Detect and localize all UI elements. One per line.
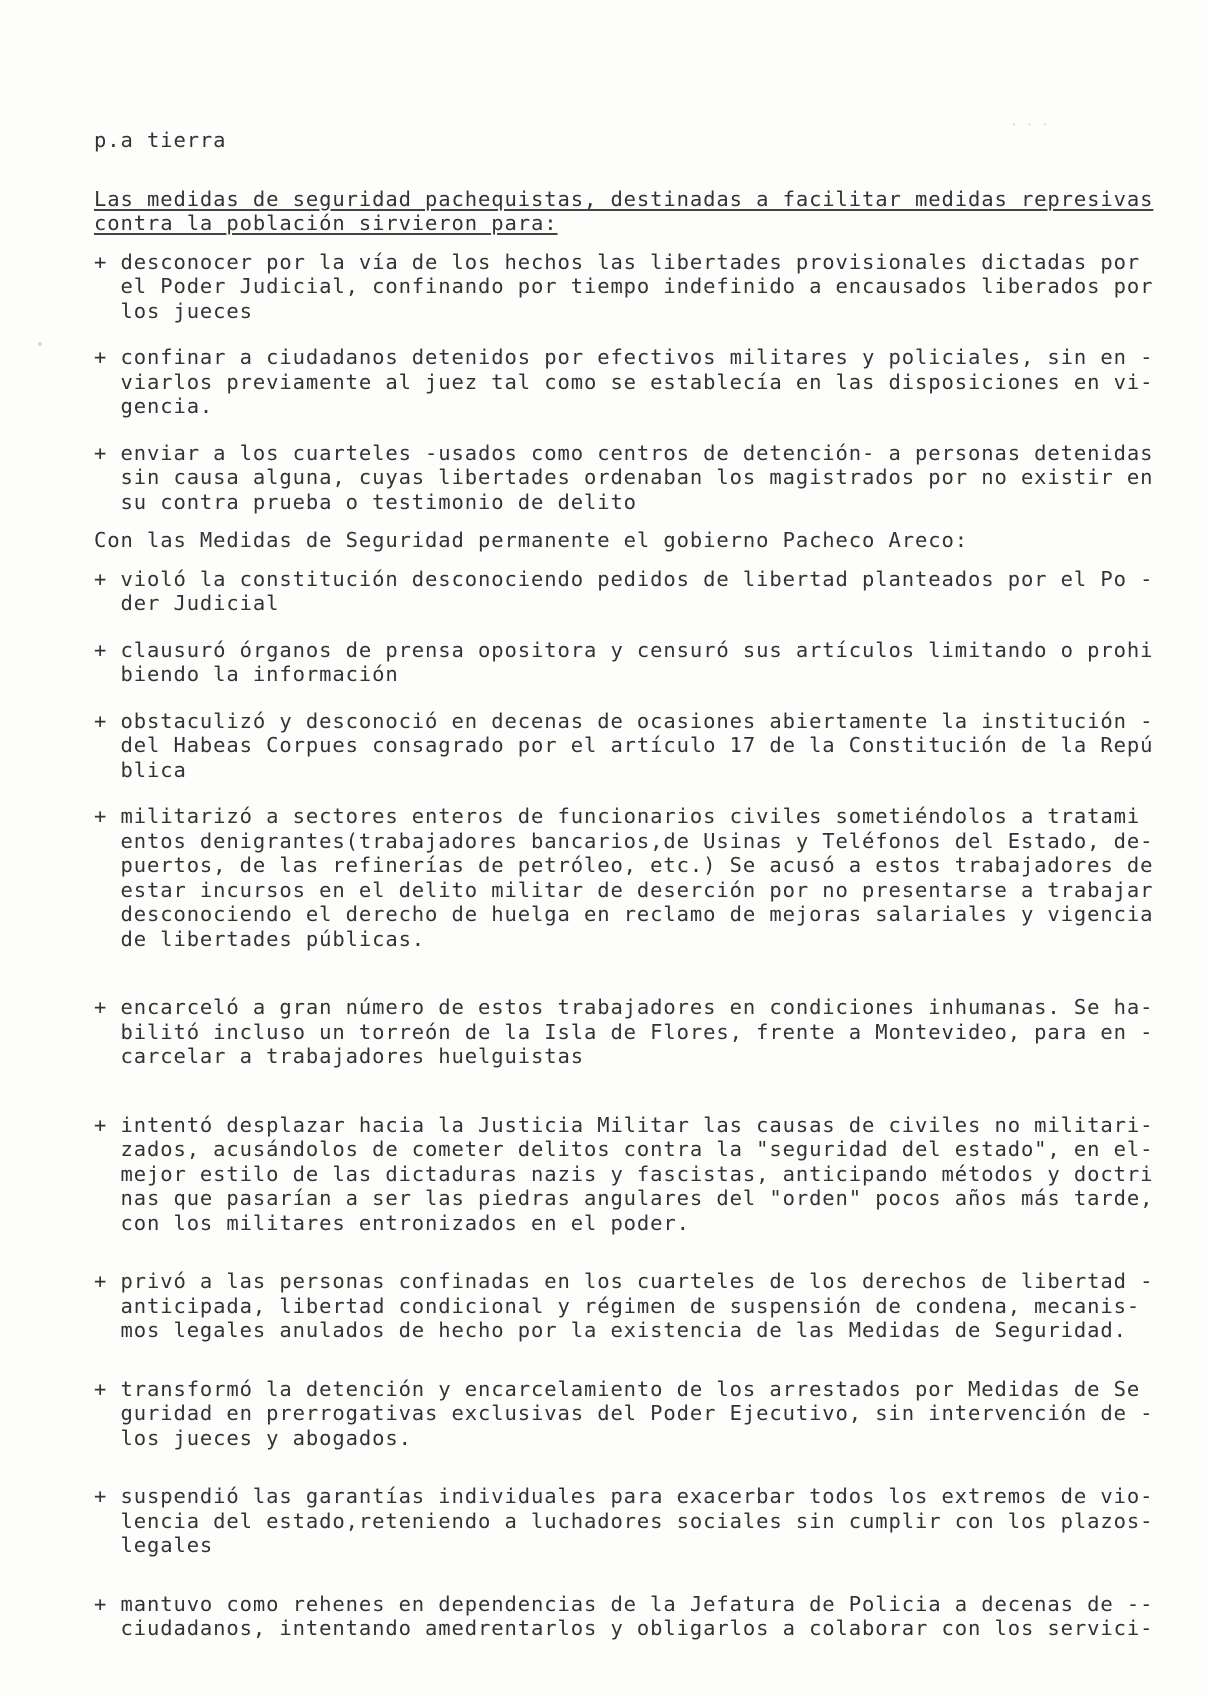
list-b-item-2-line-1: + clausuró órganos de prensa opositora y censuró sus artículos limitando o prohi xyxy=(94,637,1154,662)
list-b-item-1-line-2: der Judicial xyxy=(94,591,280,615)
list-b-item-4-line-3: puertos, de las refinerías de petróleo, etc.) Se acusó a estos trabajadores de xyxy=(94,853,1154,877)
list-b-item-2 xyxy=(94,637,1154,687)
list-b-item-9-line-2: lencia del estado,reteniendo a luchadores sociales sin cumplir con los plazos- xyxy=(94,1508,1154,1533)
list-b-item-5-line-2: bilitó incluso un torreón de la Isla de Flores, frente a Montevideo, para en - xyxy=(94,1019,1154,1044)
list-b-item-4-line-1: + militarizó a sectores enteros de funcionarios civiles sometiéndolos a tratami xyxy=(94,804,1141,828)
list-b-item-4 xyxy=(94,804,1154,951)
paper-smudge: · · · xyxy=(1010,118,1050,133)
list-b-item-4-line-5: desconociendo el derecho de huelga en reclamo de mejoras salariales y vigencia xyxy=(94,902,1154,926)
list-a-item-3-line-3: su contra prueba o testimonio de delito xyxy=(94,489,637,514)
list-b-item-8 xyxy=(94,1376,1154,1451)
list-b-item-4-line-6: de libertades públicas. xyxy=(94,926,426,951)
list-b xyxy=(94,553,1154,1641)
list-b-item-6-line-5: con los militares entronizados en el poder. xyxy=(94,1210,690,1235)
list-b-item-8-line-1: + transformó la detención y encarcelamiento de los arrestados por Medidas de Se xyxy=(94,1376,1141,1401)
list-b-item-6 xyxy=(94,1112,1154,1236)
list-b-item-3 xyxy=(94,708,1154,783)
list-b-item-6-line-3: mejor estilo de las dictaduras nazis y fascistas, anticipando métodos y doctri xyxy=(94,1161,1154,1186)
list-a-item-1-line-1: + desconocer por la vía de los hechos las libertades provisionales dictadas por xyxy=(94,249,1141,274)
list-a-item-2-line-3: gencia. xyxy=(94,394,214,418)
list-a-item-3-line-1: + enviar a los cuarteles -usados como centros de detención- a personas detenidas xyxy=(94,440,1154,465)
list-b-item-9-line-3: legales xyxy=(94,1533,214,1557)
list-b-item-8-line-2: guridad en prerrogativas exclusivas del Poder Ejecutivo, sin intervención de - xyxy=(94,1401,1154,1425)
list-b-item-1-line-1: + violó la constitución desconociendo pedidos de libertad planteados por el Po - xyxy=(94,566,1154,591)
list-b-item-10-line-2: ciudadanos, intentando amedrentarlos y obligarlos a colaborar con los servici- xyxy=(94,1616,1154,1640)
list-b-item-4-line-2: entos denigrantes(trabajadores bancarios,de Usinas y Teléfonos del Estado, de- xyxy=(94,828,1154,853)
list-a-item-1-line-3: los jueces xyxy=(94,298,253,323)
list-b-item-7-line-3: mos legales anulados de hecho por la existencia de las Medidas de Seguridad. xyxy=(94,1318,1127,1342)
list-b-item-9 xyxy=(94,1484,1154,1558)
paper-smudge: • xyxy=(36,338,44,353)
list-b-item-10-line-1: + mantuvo como rehenes en dependencias de la Jefatura de Policia a decenas de -- xyxy=(94,1591,1154,1616)
list-a-item-2-line-2: viarlos previamente al juez tal como se establecía en las disposiciones en vi- xyxy=(94,369,1154,394)
list-b-item-7 xyxy=(94,1269,1154,1343)
list-b-item-5 xyxy=(94,995,1154,1069)
list-b-item-7-line-1: + privó a las personas confinadas en los cuarteles de los derechos de libertad - xyxy=(94,1269,1154,1293)
list-b-item-5-line-3: carcelar a trabajadores huelguistas xyxy=(94,1044,584,1068)
list-a-item-3 xyxy=(94,440,1154,515)
list-b-item-3-line-2: del Habeas Corpues consagrado por el artículo 17 de la Constitución de la Repú xyxy=(94,733,1154,757)
list-b-item-1 xyxy=(94,566,1154,616)
list-b-item-5-line-1: + encarceló a gran número de estos trabajadores en condiciones inhumanas. Se ha- xyxy=(94,995,1154,1019)
list-a-item-3-line-2: sin causa alguna, cuyas libertades ordenaban los magistrados por no existir en xyxy=(94,465,1154,489)
list-b-item-6-line-2: zados, acusándolos de cometer delitos contra la "seguridad del estado", en el- xyxy=(94,1137,1154,1161)
list-b-item-2-line-2: biendo la información xyxy=(94,662,399,686)
list-a-item-2 xyxy=(94,345,1154,419)
list-b-item-4-line-4: estar incursos en el delito militar de deserción por no presentarse a trabajar xyxy=(94,877,1154,902)
typewritten-sheet xyxy=(94,128,1154,1641)
list-b-item-10 xyxy=(94,1591,1154,1641)
list-b-item-6-line-4: nas que pasarían a ser las piedras angulares del "orden" pocos años más tarde, xyxy=(94,1186,1154,1210)
list-b-item-7-line-2: anticipada, libertad condicional y régimen de suspensión de condena, mecanis- xyxy=(94,1293,1141,1318)
page-header: p.a tierra xyxy=(94,128,227,152)
list-a-item-1 xyxy=(94,249,1154,324)
list-b-item-8-line-3: los jueces y abogados. xyxy=(94,1425,412,1450)
list-a-item-2-line-1: + confinar a ciudadanos detenidos por efectivos militares y policiales, sin en - xyxy=(94,345,1154,369)
list-a-item-1-line-2: el Poder Judicial, confinando por tiempo indefinido a encausados liberados por xyxy=(94,274,1154,298)
intro-paragraph: Con las Medidas de Seguridad permanente el gobierno Pacheco Areco: xyxy=(94,528,968,552)
list-b-item-3-line-1: + obstaculizó y desconoció en decenas de ocasiones abiertamente la institución - xyxy=(94,708,1154,733)
heading-line-2: contra la población sirvieron para: xyxy=(94,211,558,235)
list-b-item-6-line-1: + intentó desplazar hacia la Justicia Militar las causas de civiles no militari- xyxy=(94,1112,1154,1137)
heading-line-1: Las medidas de seguridad pachequistas, destinadas a facilitar medidas represivas xyxy=(94,186,1154,211)
list-b-item-9-line-1: + suspendió las garantías individuales para exacerbar todos los extremos de vio- xyxy=(94,1484,1154,1508)
list-b-item-3-line-3: blica xyxy=(94,757,187,782)
